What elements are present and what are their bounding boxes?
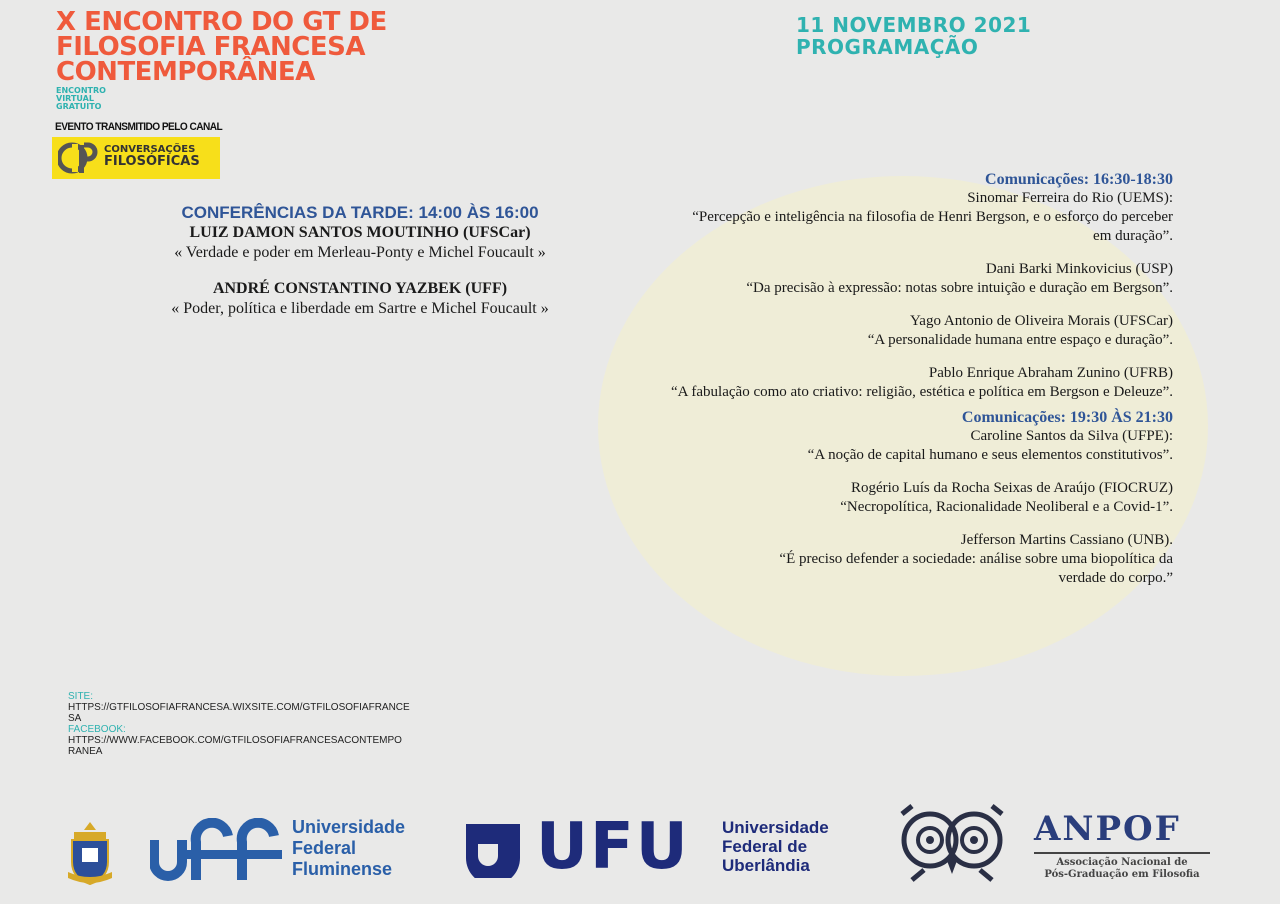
ufu-name-line: Uberlândia: [722, 856, 810, 875]
anpof-name: [1034, 857, 1210, 881]
channel-logo-line: FILOSÓFICAS: [104, 154, 200, 169]
ufu-name: [722, 818, 829, 875]
ufu-name-line: Universidade: [722, 818, 829, 837]
communication-entry: [660, 364, 1173, 402]
date-block: [796, 14, 1031, 58]
subtitle-line: ENCONTRO: [56, 86, 106, 95]
communication-speaker: Pablo Enrique Abraham Zunino (UFRB): [928, 365, 1173, 381]
communication-speaker: Sinomar Ferreira do Rio (UEMS):: [967, 190, 1173, 206]
university-crest-icon: [64, 818, 116, 886]
event-title-line: CONTEMPORÂNEA: [56, 57, 315, 87]
conference-talk: « Poder, política e liberdade em Sartre e Michel Foucault »: [171, 300, 549, 317]
conferences-section: [140, 203, 580, 318]
channel-logo-text: [104, 145, 200, 168]
communication-talk: “É preciso defender a sociedade: análise sobre uma biopolítica da verdade do corpo.”: [779, 551, 1173, 586]
communication-talk: “A fabulação como ato criativo: religião, estética e política em Bergson e Deleuze”.: [670, 384, 1173, 400]
communication-entry: [660, 531, 1173, 588]
channel-logo-line: CONVERSAÇÕES: [104, 144, 196, 155]
conference-talk: « Verdade e poder em Merleau-Ponty e Michel Foucault »: [174, 244, 546, 261]
communication-talk: “Necropolítica, Racionalidade Neoliberal e a Covid-1”.: [840, 499, 1173, 515]
communication-talk: “Da precisão à expressão: notas sobre intuição e duração em Bergson”.: [746, 280, 1173, 296]
uff-logo-icon: [150, 818, 284, 884]
uff-name-line: Fluminense: [292, 859, 393, 879]
communications-heading: Comunicações: 16:30-18:30: [985, 171, 1173, 188]
conferences-heading: CONFERÊNCIAS DA TARDE: 14:00 ÀS 16:00: [181, 203, 539, 222]
site-link-line: SA: [68, 713, 82, 724]
channel-logo[interactable]: [52, 137, 220, 179]
communications-heading: Comunicações: 19:30 ÀS 21:30: [961, 409, 1173, 426]
cp-logo-icon: [58, 141, 98, 175]
ufu-logo-text: UFU: [536, 810, 690, 884]
communication-entry: [660, 189, 1173, 246]
anpof-logo-text: ANPOF: [1034, 809, 1181, 849]
event-subtitle: [56, 87, 106, 111]
anpof-name-line: Associação Nacional de: [1056, 857, 1188, 868]
site-link[interactable]: [68, 702, 458, 724]
facebook-label: FACEBOOK:: [68, 724, 126, 735]
anpof-name-line: Pós-Graduação em Filosofia: [1044, 869, 1200, 880]
event-date: 11 NOVEMBRO 2021: [796, 13, 1032, 37]
communication-talk: “Percepção e inteligência na filosofia de Henri Bergson, e o esforço do perceber em duração”.: [692, 209, 1173, 244]
facebook-link[interactable]: [68, 735, 458, 757]
ufu-symbol-icon: [462, 818, 524, 878]
event-title-line: FILOSOFIA FRANCESA: [56, 32, 365, 62]
communication-speaker: Rogério Luís da Rocha Seixas de Araújo (FIOCRUZ): [850, 480, 1173, 496]
conference-speaker: LUIZ DAMON SANTOS MOUTINHO (UFSCar): [189, 224, 531, 241]
event-title: [56, 7, 387, 87]
anpof-divider: [1034, 852, 1210, 854]
site-link-line: HTTPS://GTFILOSOFIAFRANCESA.WIXSITE.COM/GTFILOSOFIAFRANCE: [68, 702, 410, 713]
site-label: SITE:: [68, 691, 94, 702]
uff-name-line: Federal: [292, 838, 357, 858]
subtitle-line: VIRTUAL: [56, 94, 94, 103]
communications-section: [660, 170, 1173, 602]
uff-name-line: Universidade: [292, 817, 406, 837]
communication-speaker: Jefferson Martins Cassiano (UNB).: [960, 532, 1173, 548]
links-block: [68, 691, 458, 757]
communication-speaker: Dani Barki Minkovicius (USP): [985, 261, 1173, 277]
subtitle-line: GRATUITO: [56, 102, 102, 111]
program-label: PROGRAMAÇÃO: [796, 35, 979, 59]
facebook-link-line: RANEA: [68, 746, 103, 757]
communication-speaker: Caroline Santos da Silva (UFPE):: [970, 428, 1173, 444]
communication-speaker: Yago Antonio de Oliveira Morais (UFSCar): [909, 313, 1173, 329]
communication-talk: “A noção de capital humano e seus elementos constitutivos”.: [807, 447, 1173, 463]
event-title-line: X ENCONTRO DO GT DE: [56, 7, 387, 37]
uff-name: [292, 817, 405, 880]
communication-entry: [660, 479, 1173, 517]
communication-entry: [660, 312, 1173, 350]
ufu-name-line: Federal de: [722, 837, 808, 856]
broadcast-text: EVENTO TRANSMITIDO PELO CANAL: [55, 121, 223, 133]
facebook-link-line: HTTPS://WWW.FACEBOOK.COM/GTFILOSOFIAFRANCESACONTEMPO: [68, 735, 402, 746]
anpof-owl-icon: [892, 800, 1012, 890]
communication-entry: [660, 427, 1173, 465]
communication-entry: [660, 260, 1173, 298]
conference-speaker: ANDRÉ CONSTANTINO YAZBEK (UFF): [212, 280, 508, 297]
communication-talk: “A personalidade humana entre espaço e duração”.: [867, 332, 1173, 348]
